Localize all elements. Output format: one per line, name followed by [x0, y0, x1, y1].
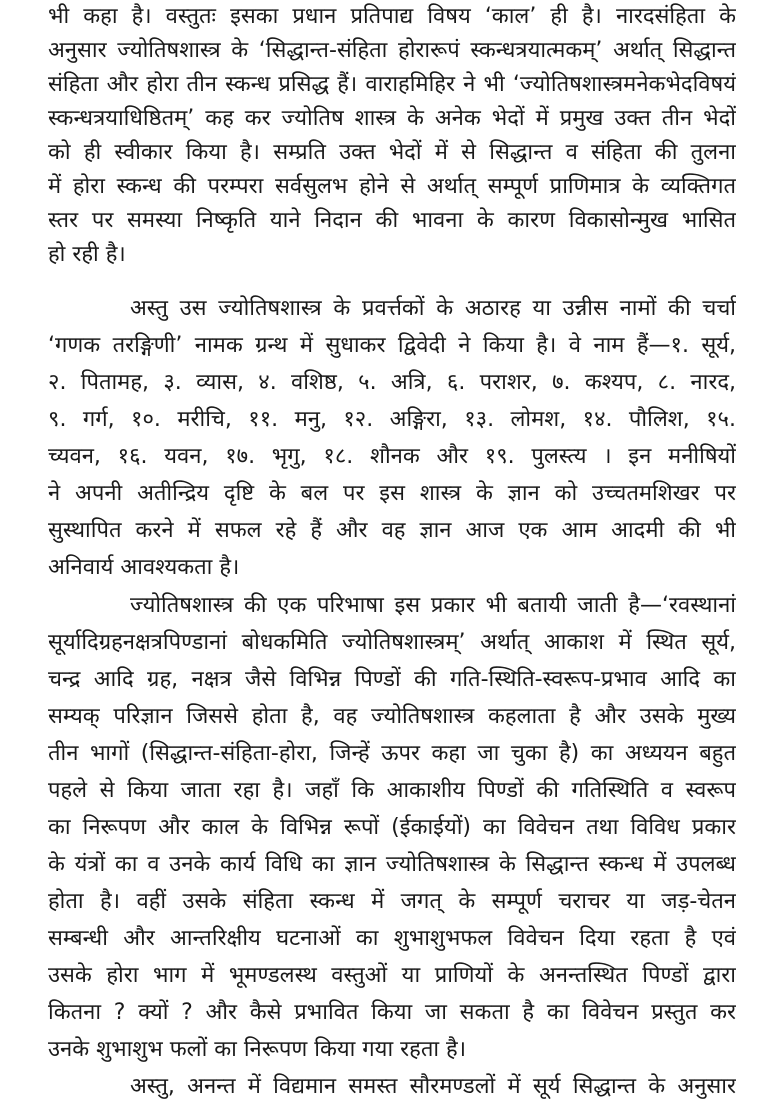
text-line: संहिता और होरा तीन स्कन्ध प्रसिद्ध हैं। वाराहमिहिर ने भी ‘ज्योतिषशास्त्रमनेकभेदविषयं [48, 72, 736, 97]
paragraph-pravartaka-names [48, 290, 736, 586]
text-line: चन्द्र आदि ग्रह, नक्षत्र जैसे विभिन्न पिण्डों की गति-स्थिति-स्वरूप-प्रभाव आदि का [48, 667, 736, 692]
text-line: सम्बन्धी और आन्तरिक्षीय घटनाओं का शुभाशुभफल विवेचन दिया रहता है एवं [48, 926, 736, 951]
text-line: हो रही है। [48, 242, 126, 267]
text-line: ज्योतिषशास्त्र की एक परिभाषा इस प्रकार भी बतायी जाती है—‘रवस्थानां [130, 593, 736, 618]
text-line: च्यवन, १६. यवन, १७. भृगु, १८. शौनक और १९. पुलस्त्य । इन मनीषियों [48, 444, 736, 469]
text-line: अस्तु, अनन्त में विद्यमान समस्त सौरमण्डलों में सूर्य सिद्धान्त के अनुसार [130, 1074, 736, 1099]
paragraph-definition [48, 587, 736, 1105]
text-line: सूर्यादिग्रहनक्षत्रपिण्डानां बोधकमिति ज्योतिषशास्त्रम्’ अर्थात् आकाश में स्थित सूर्य, [48, 630, 736, 655]
text-line: होता है। वहीं उसके संहिता स्कन्ध में जगत् के सम्पूर्ण चराचर या जड़-चेतन [48, 889, 736, 914]
paragraph-kala [48, 0, 736, 272]
text-line: स्तर पर समस्या निष्कृति याने निदान की भावना के कारण विकासोन्मुख भासित [48, 208, 736, 233]
text-line: का निरूपण और काल के विभिन्न रूपों (ईकाईयों) का विवेचन तथा विविध प्रकार [48, 815, 736, 840]
text-line: २. पितामह, ३. व्यास, ४. वशिष्ठ, ५. अत्रि, ६. पराशर, ७. कश्यप, ८. नारद, [48, 370, 736, 395]
text-line: सुस्थापित करने में सफल रहे हैं और वह ज्ञान आज एक आम आदमी की भी [48, 518, 736, 543]
text-line: तीन भागों (सिद्धान्त-संहिता-होरा, जिन्हें ऊपर कहा जा चुका है) का अध्ययन बहुत [48, 741, 736, 766]
text-line: भी कहा है। वस्तुतः इसका प्रधान प्रतिपाद्य विषय ‘काल’ ही है। नारदसंहिता के [48, 4, 736, 29]
text-line: पहले से किया जाता रहा है। जहाँ कि आकाशीय पिण्डों की गतिस्थिति व स्वरूप [48, 778, 736, 803]
text-line: अनुसार ज्योतिषशास्त्र के ‘सिद्धान्त-संहिता होरारूपं स्कन्धत्रयात्मकम्’ अर्थात् सिद्धान्त [48, 38, 736, 63]
text-line: सम्यक् परिज्ञान जिससे होता है, वह ज्योतिषशास्त्र कहलाता है और उसके मुख्य [48, 704, 736, 729]
text-line: के यंत्रों का व उनके कार्य विधि का ज्ञान ज्योतिषशास्त्र के सिद्धान्त स्कन्ध में उपलब्ध [48, 852, 736, 877]
text-line: अस्तु उस ज्योतिषशास्त्र के प्रवर्त्तकों के अठारह या उन्नीस नामों की चर्चा [130, 296, 736, 321]
text-line: अनिवार्य आवश्यकता है। [48, 555, 240, 580]
text-line: कितना ? क्यों ? और कैसे प्रभावित किया जा सकता है का विवेचन प्रस्तुत कर [48, 1000, 736, 1025]
text-line: उसके होरा भाग में भूमण्डलस्थ वस्तुओं या प्राणियों के अनन्तस्थित पिण्डों द्वारा [48, 963, 736, 988]
text-line: उनके शुभाशुभ फलों का निरूपण किया गया रहता है। [48, 1037, 467, 1062]
text-line: में होरा स्कन्ध की परम्परा सर्वसुलभ होने से अर्थात् सम्पूर्ण प्राणिमात्र के व्यक्तिगत [48, 174, 736, 199]
text-line: ने अपनी अतीन्द्रिय दृष्टि के बल पर इस शास्त्र के ज्ञान को उच्चतमशिखर पर [48, 481, 736, 506]
text-line: को ही स्वीकार किया है। सम्प्रति उक्त भेदों में से सिद्धान्त व संहिता की तुलना [48, 140, 736, 165]
text-line: ‘गणक तरङ्गिणी’ नामक ग्रन्थ में सुधाकर द्विवेदी ने किया है। वे नाम हैं—१. सूर्य, [48, 333, 736, 358]
text-line: ९. गर्ग, १०. मरीचि, ११. मनु, १२. अङ्गिरा, १३. लोमश, १४. पौलिश, १५. [48, 407, 736, 432]
text-line: स्कन्धत्रयाधिष्ठितम्’ कह कर ज्योतिष शास्त्र के अनेक भेदों में प्रमुख उक्त तीन भेदों [48, 106, 736, 131]
